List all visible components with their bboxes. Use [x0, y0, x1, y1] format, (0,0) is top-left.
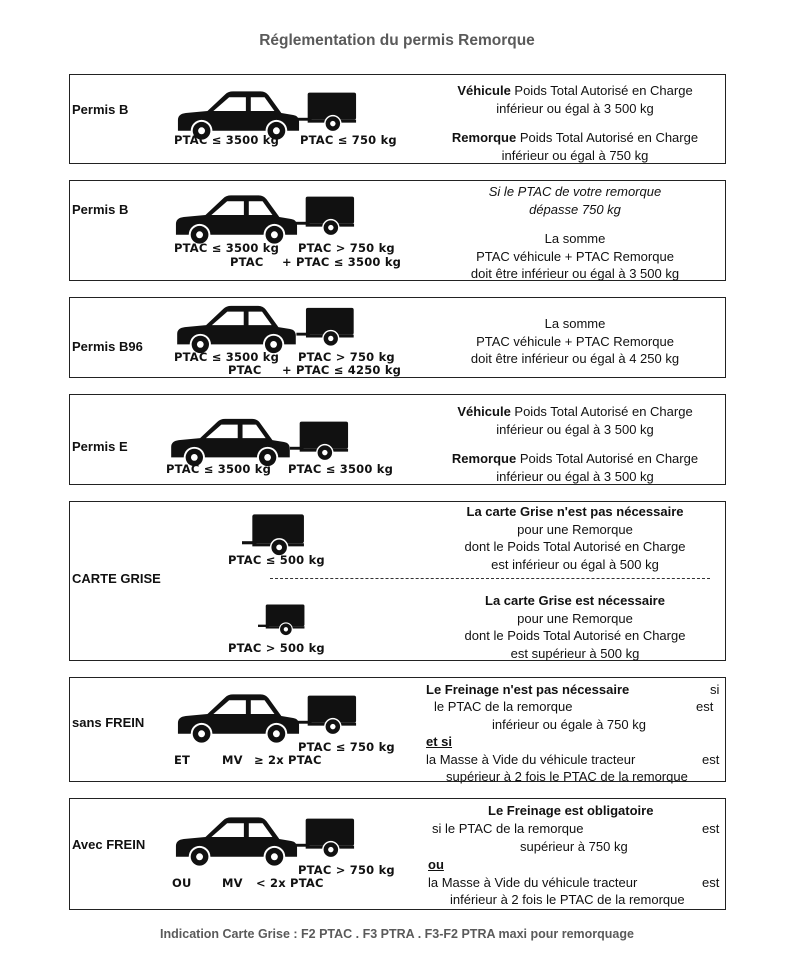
divider — [270, 578, 710, 579]
plate-car: PTAC ≤ 3500 kg — [174, 350, 280, 364]
desc-line: dépasse 750 kg — [529, 201, 621, 217]
row-avec-frein — [69, 798, 726, 910]
plate-sum-right: + PTAC ≤ 4250 kg — [282, 363, 402, 377]
desc-word: est — [702, 821, 720, 836]
row-label: Permis B — [72, 202, 129, 217]
page-title: Réglementation du permis Remorque — [259, 32, 535, 49]
row-permis-b — [69, 74, 726, 164]
plate-mv: MV — [222, 753, 243, 767]
description-top — [410, 503, 740, 573]
description — [430, 403, 720, 485]
plate-trailer: PTAC ≤ 3500 kg — [288, 462, 394, 476]
desc-word: est — [696, 699, 714, 714]
plate-sum-right: + PTAC ≤ 3500 kg — [282, 255, 402, 269]
desc-line: si le PTAC de la remorque — [432, 821, 584, 836]
row-label: Permis B96 — [72, 339, 143, 354]
description — [430, 315, 720, 368]
trailer-icon — [296, 816, 356, 860]
desc-line: inférieur ou égal à 3 500 kg — [496, 468, 654, 484]
plate-sum-left: PTAC — [230, 255, 264, 269]
trailer-keyword: Remorque — [451, 130, 517, 145]
desc-line: inférieur ou égale à 750 kg — [492, 717, 646, 732]
desc-line: supérieur à 2 fois le PTAC de la remorque — [446, 769, 688, 784]
conjunction: et si — [426, 734, 453, 749]
desc-line: La somme — [544, 316, 606, 331]
desc-line: inférieur ou égal à 3 500 kg — [496, 100, 654, 116]
desc-line: Si le PTAC de votre remorque — [488, 184, 662, 199]
trailer-icon — [258, 598, 306, 642]
plate-comparison: ≥ 2x PTAC — [254, 753, 322, 767]
row-label: sans FREIN — [72, 715, 145, 730]
desc-line: le PTAC de la remorque — [434, 699, 573, 714]
plate-ou: OU — [172, 876, 192, 890]
plate-trailer: PTAC ≤ 750 kg — [298, 740, 395, 754]
description — [430, 82, 720, 164]
trailer-icon — [290, 419, 350, 463]
desc-line: La somme — [544, 231, 606, 246]
desc-line: pour une Remorque — [517, 521, 633, 537]
plate-trailer: PTAC > 750 kg — [298, 863, 395, 877]
desc-line: supérieur à 750 kg — [520, 839, 628, 854]
car-icon — [172, 302, 300, 356]
plate-trailer-small: PTAC ≤ 500 kg — [228, 553, 325, 567]
footer-note: Indication Carte Grise : F2 PTAC . F3 PTRA . F3-F2 PTRA maxi pour remorquage — [160, 927, 634, 941]
desc-line: la Masse à Vide du véhicule tracteur — [428, 875, 638, 890]
car-icon — [172, 813, 300, 869]
desc-line: la Masse à Vide du véhicule tracteur — [426, 752, 636, 767]
desc-line: Poids Total Autorisé en Charge — [510, 83, 693, 98]
plate-trailer: PTAC ≤ 750 kg — [300, 133, 397, 147]
plate-trailer: PTAC > 750 kg — [298, 350, 395, 364]
braking-heading: Le Freinage n'est pas nécessaire — [426, 682, 630, 697]
plate-et: ET — [174, 753, 191, 767]
desc-line: doit être inférieur ou égal à 3 500 kg — [470, 266, 680, 281]
row-permis-b96 — [69, 297, 726, 378]
desc-word: si — [710, 682, 720, 697]
desc-line: dont le Poids Total Autorisé en Charge — [464, 628, 686, 643]
desc-line: PTAC véhicule + PTAC Remorque — [476, 333, 674, 349]
desc-line: inférieur à 2 fois le PTAC de la remorque — [450, 892, 685, 907]
row-label: Avec FREIN — [72, 837, 146, 852]
vehicle-keyword: Véhicule — [457, 404, 511, 419]
row-sans-frein — [69, 677, 726, 782]
trailer-keyword: Remorque — [451, 451, 517, 466]
plate-comparison: < 2x PTAC — [256, 876, 324, 890]
desc-line: Poids Total Autorisé en Charge — [510, 404, 693, 419]
trailer-icon — [296, 194, 356, 238]
desc-line: est supérieur à 500 kg — [510, 645, 640, 661]
car-icon — [167, 415, 293, 469]
desc-line: Poids Total Autorisé en Charge — [516, 130, 699, 145]
vehicle-keyword: Véhicule — [457, 83, 511, 98]
description — [430, 183, 720, 283]
row-label: Permis B — [72, 102, 129, 117]
row-permis-b-over-750 — [69, 180, 726, 281]
trailer-icon — [242, 512, 306, 558]
trailer-icon — [296, 306, 356, 348]
description-bottom — [410, 592, 740, 662]
row-label: Permis E — [72, 439, 128, 454]
plate-sum-left: PTAC — [228, 363, 262, 377]
braking-heading: Le Freinage est obligatoire — [488, 803, 654, 818]
trailer-icon — [298, 90, 358, 134]
desc-line: inférieur ou égal à 750 kg — [501, 147, 649, 163]
desc-line: est inférieur ou égal à 500 kg — [491, 556, 659, 572]
desc-word: est — [702, 875, 720, 890]
desc-line: inférieur ou égal à 3 500 kg — [496, 421, 654, 437]
plate-mv: MV — [222, 876, 243, 890]
conjunction: ou — [428, 857, 444, 872]
desc-line: doit être inférieur ou égal à 4 250 kg — [470, 351, 680, 366]
desc-heading: La carte Grise est nécessaire — [485, 593, 665, 608]
plate-trailer: PTAC > 750 kg — [298, 241, 395, 255]
braking-text — [426, 802, 724, 908]
braking-text — [426, 681, 724, 784]
row-label: CARTE GRISE — [72, 571, 161, 586]
desc-word: est — [702, 752, 720, 767]
desc-heading: La carte Grise n'est pas nécessaire — [466, 504, 684, 519]
desc-line: dont le Poids Total Autorisé en Charge — [464, 539, 686, 554]
plate-trailer-large: PTAC > 500 kg — [228, 641, 325, 655]
plate-car: PTAC ≤ 3500 kg — [174, 241, 280, 255]
desc-line: pour une Remorque — [517, 610, 633, 626]
car-icon — [172, 191, 300, 247]
desc-line: Poids Total Autorisé en Charge — [516, 451, 699, 466]
row-carte-grise — [69, 501, 726, 661]
trailer-icon — [298, 693, 358, 737]
row-permis-e — [69, 394, 726, 485]
desc-line: PTAC véhicule + PTAC Remorque — [476, 248, 674, 264]
plate-car: PTAC ≤ 3500 kg — [166, 462, 272, 476]
plate-car: PTAC ≤ 3500 kg — [174, 133, 280, 147]
car-icon — [174, 690, 302, 746]
